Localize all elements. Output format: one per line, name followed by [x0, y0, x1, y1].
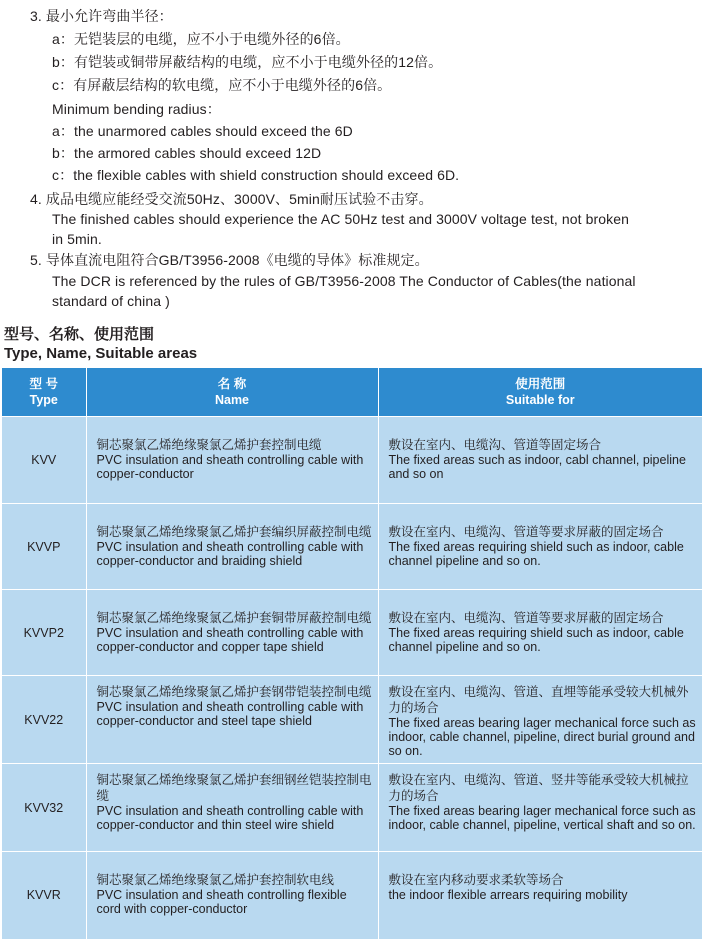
model-cell: KVVP2	[2, 590, 86, 676]
table-row	[2, 764, 702, 852]
name-cell	[86, 590, 378, 676]
use-cell	[378, 764, 702, 852]
use-cell	[378, 676, 702, 764]
item4-cn: 4. 成品电缆应能经受交流50Hz、3000V、5min耐压试验不击穿。	[30, 191, 433, 207]
name-cn: 铜芯聚氯乙烯绝缘聚氯乙烯护套编织屏蔽控制电缆	[96, 525, 372, 539]
item4-en-line1: The finished cables should experience the AC 50Hz test and 3000V voltage test, not broken	[52, 211, 630, 227]
header-name-cn: 名 称	[217, 377, 247, 391]
item3-title: 3. 最小允许弯曲半径：	[30, 8, 173, 24]
section-title-cn: 型号、名称、使用范围	[4, 326, 155, 343]
name-cn: 铜芯聚氯乙烯绝缘聚氯乙烯护套细钢丝铠装控制电缆	[96, 773, 372, 803]
name-en: PVC insulation and sheath controlling flexible cord with copper-conductor	[96, 888, 347, 916]
header-use-en: Suitable for	[505, 393, 575, 407]
table-header-row	[2, 368, 702, 417]
name-en: PVC insulation and sheath controlling cable with copper-conductor and braiding shield	[96, 540, 364, 568]
use-cn: 敷设在室内、电缆沟、管道等固定场合	[388, 438, 602, 452]
item5-cn: 5. 导体直流电阻符合GB/T3956-2008《电缆的导体》标准规定。	[30, 252, 429, 268]
name-cell	[86, 504, 378, 590]
use-cell	[378, 504, 702, 590]
item3-b-en: b：the armored cables should exceed 12D	[52, 145, 322, 161]
item4-en-line2: in 5min.	[52, 231, 102, 247]
use-cn: 敷设在室内、电缆沟、管道、竖井等能承受较大机械拉力的场合	[388, 773, 689, 803]
item3-en-title: Minimum bending radius：	[52, 101, 221, 117]
model-cell: KVV32	[2, 764, 86, 852]
use-cell	[378, 417, 702, 504]
table-row	[2, 417, 702, 504]
model-cell: KVVP	[2, 504, 86, 590]
model-cell: KVV	[2, 417, 86, 504]
item3-a-en: a：the unarmored cables should exceed the 6D	[52, 123, 353, 139]
table-row	[2, 504, 702, 590]
header-use	[378, 368, 702, 417]
section-title-en: Type, Name, Suitable areas	[4, 345, 198, 362]
name-cn: 铜芯聚氯乙烯绝缘聚氯乙烯护套控制软电线	[96, 873, 335, 887]
name-en: PVC insulation and sheath controlling cable with copper-conductor and steel tape shield	[96, 700, 364, 728]
use-en: The fixed areas such as indoor, cabl channel, pipeline and so on	[388, 453, 686, 481]
name-cn: 铜芯聚氯乙烯绝缘聚氯乙烯护套钢带铠装控制电缆	[96, 685, 372, 699]
table-row	[2, 590, 702, 676]
item3-c-cn: c：有屏蔽层结构的软电缆，应不小于电缆外径的6倍。	[52, 77, 392, 93]
name-cell	[86, 764, 378, 852]
name-cell	[86, 852, 378, 939]
header-name-en: Name	[214, 393, 250, 407]
spec-table	[2, 368, 702, 939]
table-row	[2, 852, 702, 939]
use-cell	[378, 852, 702, 939]
name-en: PVC insulation and sheath controlling cable with copper-conductor and copper tape shield	[96, 626, 364, 654]
use-en: The fixed areas requiring shield such as indoor, cable channel pipeline and so on.	[388, 626, 684, 654]
item5-en-line1: The DCR is referenced by the rules of GB/T3956-2008 The Conductor of Cables(the national	[52, 273, 636, 289]
name-en: PVC insulation and sheath controlling cable with copper-conductor and thin steel wire shield	[96, 804, 364, 832]
item3-a-cn: a：无铠装层的电缆，应不小于电缆外径的6倍。	[52, 31, 350, 47]
use-cn: 敷设在室内、电缆沟、管道等要求屏蔽的固定场合	[388, 525, 664, 539]
header-type-en: Type	[29, 393, 58, 407]
use-en: The fixed areas bearing lager mechanical force such as indoor, cable channel, pipeline, vertical shaft and so on.	[388, 804, 696, 832]
use-cn: 敷设在室内、电缆沟、管道等要求屏蔽的固定场合	[388, 611, 664, 625]
name-cell	[86, 417, 378, 504]
name-cell	[86, 676, 378, 764]
table-row	[2, 676, 702, 764]
header-use-cn: 使用范围	[515, 377, 566, 391]
name-cn: 铜芯聚氯乙烯绝缘聚氯乙烯护套铜带屏蔽控制电缆	[96, 611, 372, 625]
use-en: The fixed areas requiring shield such as indoor, cable channel pipeline and so on.	[388, 540, 684, 568]
header-name	[86, 368, 378, 417]
header-type	[2, 368, 86, 417]
item5-en-line2: standard of china )	[52, 293, 170, 309]
item3-b-cn: b：有铠装或铜带屏蔽结构的电缆，应不小于电缆外径的12倍。	[52, 54, 443, 70]
use-cn: 敷设在室内、电缆沟、管道、直埋等能承受较大机械外力的场合	[388, 685, 689, 715]
name-cn: 铜芯聚氯乙烯绝缘聚氯乙烯护套控制电缆	[96, 438, 322, 452]
use-cell	[378, 590, 702, 676]
use-cn: 敷设在室内移动要求柔软等场合	[388, 873, 564, 887]
header-type-cn: 型 号	[29, 377, 58, 391]
model-cell: KVVR	[2, 852, 86, 939]
use-en: the indoor flexible arrears requiring mobility	[388, 888, 628, 902]
item3-c-en: c：the flexible cables with shield construction should exceed 6D.	[52, 167, 460, 183]
name-en: PVC insulation and sheath controlling cable with copper-conductor	[96, 453, 364, 481]
model-cell: KVV22	[2, 676, 86, 764]
use-en: The fixed areas bearing lager mechanical force such as indoor, cable channel, pipeline, direct burial ground and so on.	[388, 716, 696, 758]
